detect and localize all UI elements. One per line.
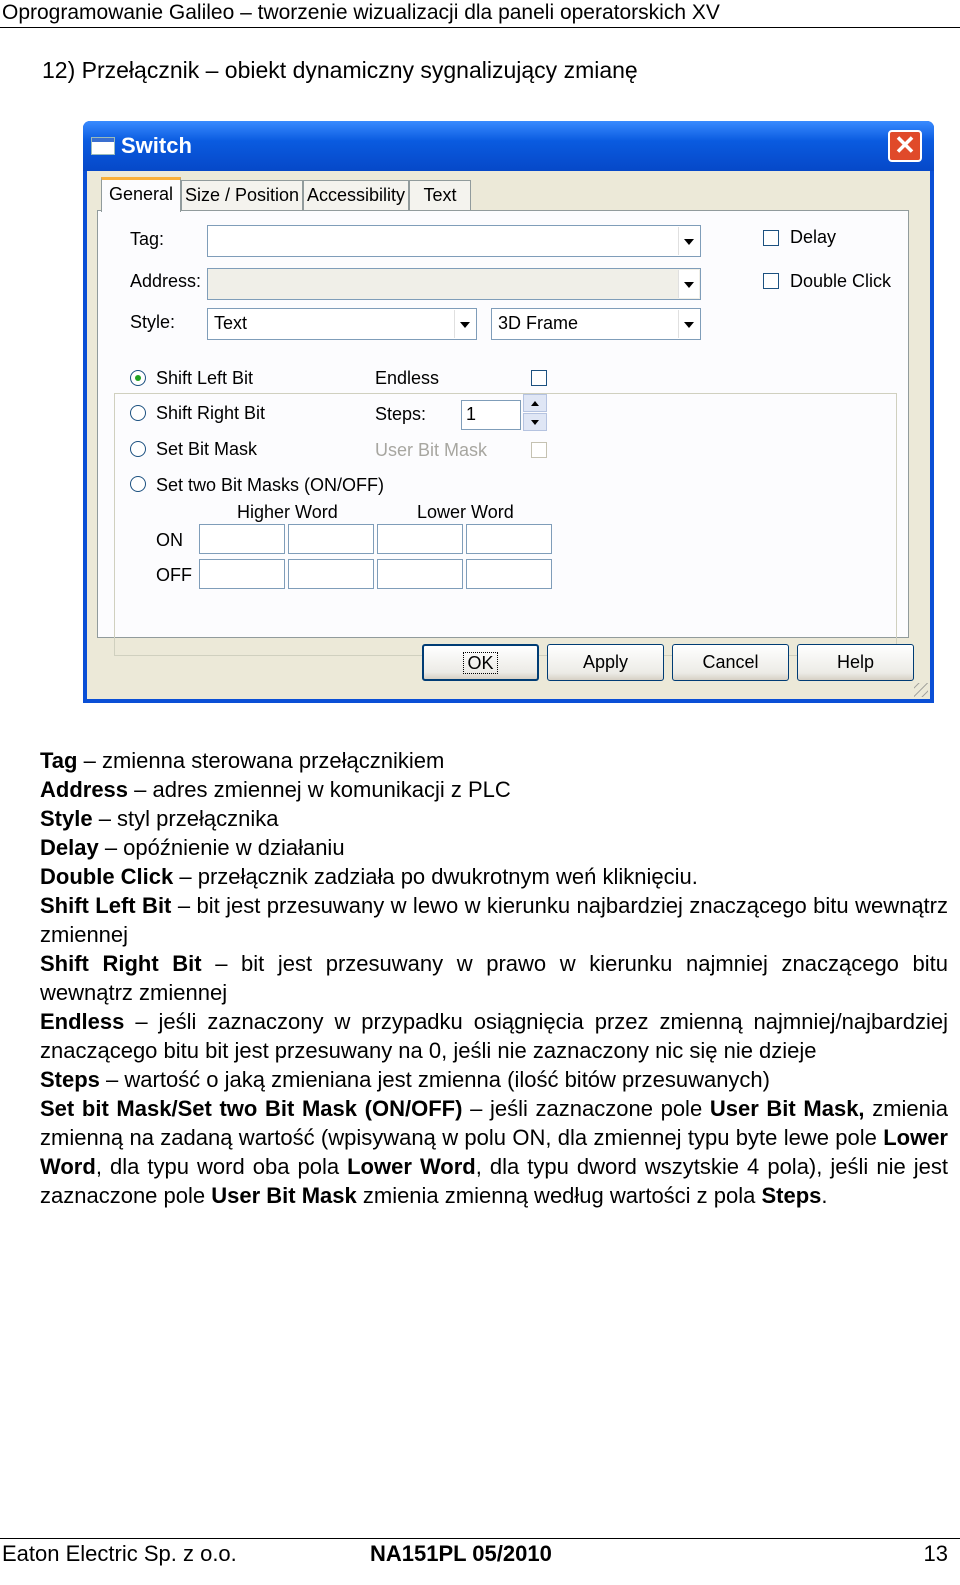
tab-accessibility[interactable]: Accessibility bbox=[303, 180, 409, 210]
endless-checkbox[interactable] bbox=[531, 370, 547, 386]
set-two-bit-masks-radio[interactable] bbox=[130, 476, 146, 492]
ok-button[interactable] bbox=[422, 644, 539, 681]
on-field-4[interactable] bbox=[466, 524, 552, 554]
section-title: 12) Przełącznik – obiekt dynamiczny sygnalizujący zmianę bbox=[42, 57, 638, 83]
desc-delay: Delay – opóźnienie w działaniu bbox=[40, 835, 345, 860]
help-button[interactable] bbox=[797, 644, 914, 681]
style-label: Style: bbox=[130, 312, 176, 332]
tag-combo[interactable] bbox=[207, 225, 701, 257]
chevron-down-icon[interactable] bbox=[678, 310, 699, 338]
set-two-bit-masks-label: Set two Bit Masks (ON/OFF) bbox=[156, 475, 385, 495]
apply-button[interactable] bbox=[547, 644, 664, 681]
cancel-label: Cancel bbox=[702, 652, 759, 672]
on-field-2[interactable] bbox=[288, 524, 374, 554]
footer-company: Eaton Electric Sp. z o.o. bbox=[2, 1541, 237, 1566]
user-bit-mask-label: User Bit Mask bbox=[375, 440, 488, 460]
chevron-down-icon[interactable] bbox=[454, 310, 475, 338]
double-click-label: Double Click bbox=[790, 271, 892, 291]
general-tab-panel bbox=[97, 210, 909, 638]
chevron-down-icon[interactable] bbox=[678, 227, 699, 255]
footer-page-number: 13 bbox=[923, 1541, 948, 1566]
desc-double-click: Double Click – przełącznik zadziała po dwukrotnym weń kliknięciu. bbox=[40, 864, 698, 889]
desc-tag: Tag – zmienna sterowana przełącznikiem bbox=[40, 748, 445, 773]
tab-size-position[interactable]: Size / Position bbox=[181, 180, 303, 210]
delay-label: Delay bbox=[790, 227, 837, 247]
desc-shift-right: Shift Right Bit – bit jest przesuwany w prawo w kierunku najmniej znaczącego bitu wewnątrz zmiennej bbox=[40, 951, 948, 1005]
on-field-1[interactable] bbox=[199, 524, 285, 554]
close-icon: ✕ bbox=[894, 130, 916, 160]
window-icon bbox=[91, 137, 115, 155]
steps-label: Steps: bbox=[375, 404, 427, 424]
header-text: Oprogramowanie Galileo – tworzenie wizualizacji dla paneli operatorskich XV bbox=[2, 1, 720, 24]
set-bit-mask-radio[interactable] bbox=[130, 441, 146, 457]
dialog-title: Switch bbox=[121, 133, 192, 158]
user-bit-mask-checkbox[interactable] bbox=[531, 442, 547, 458]
frame-value: 3D Frame bbox=[498, 313, 579, 333]
shift-right-label: Shift Right Bit bbox=[156, 403, 266, 423]
tab-text[interactable]: Text bbox=[409, 180, 471, 210]
dialog-client bbox=[87, 171, 930, 699]
close-button[interactable] bbox=[888, 130, 922, 162]
page-footer bbox=[0, 1538, 960, 1585]
steps-input[interactable] bbox=[461, 400, 521, 430]
endless-label: Endless bbox=[375, 368, 440, 388]
desc-bit-mask: Set bit Mask/Set two Bit Mask (ON/OFF) – jeśli zaznaczone pole User Bit Mask, zmienia zmienną na zadaną wartość (wpisywaną w polu ON, dla zmiennej typu byte lewe pole Lower Word, dla typu word oba pola Lower Word, dla typu dword wszytskie 4 pola), jeśli nie jest zaznaczone pole User Bit Mask zmienia zmienną według wartości z pola Steps. bbox=[40, 1096, 949, 1208]
style-combo[interactable] bbox=[207, 308, 477, 340]
tag-label: Tag: bbox=[130, 229, 165, 249]
higher-word-label: Higher Word bbox=[237, 502, 338, 522]
ok-label: OK bbox=[464, 653, 496, 673]
shift-left-radio[interactable] bbox=[130, 370, 146, 386]
shift-right-radio[interactable] bbox=[130, 405, 146, 421]
page-header bbox=[0, 0, 960, 28]
on-field-3[interactable] bbox=[377, 524, 463, 554]
style-value: Text bbox=[214, 313, 248, 333]
address-label: Address: bbox=[130, 271, 202, 291]
set-bit-mask-label: Set Bit Mask bbox=[156, 439, 258, 459]
lower-word-label: Lower Word bbox=[417, 502, 514, 522]
description-block bbox=[40, 746, 948, 1210]
help-label: Help bbox=[836, 652, 875, 672]
double-click-checkbox[interactable] bbox=[763, 273, 779, 289]
desc-steps: Steps – wartość o jaką zmieniana jest zmienna (ilość bitów przesuwanych) bbox=[40, 1067, 770, 1092]
desc-style: Style – styl przełącznika bbox=[40, 806, 279, 831]
tab-general[interactable]: General bbox=[101, 177, 181, 212]
desc-endless: Endless – jeśli zaznaczony w przypadku osiągnięcia przez zmienną najmniej/najbardziej znaczącego bitu bit jest przesuwany na 0, jeśli nie zaznaczony nic się nie dzieje bbox=[40, 1009, 948, 1063]
shift-left-label: Shift Left Bit bbox=[156, 368, 254, 388]
desc-address: Address – adres zmiennej w komunikacji z PLC bbox=[40, 777, 511, 802]
frame-combo[interactable] bbox=[491, 308, 701, 340]
delay-checkbox[interactable] bbox=[763, 230, 779, 246]
steps-spinner[interactable] bbox=[523, 394, 547, 432]
cancel-button[interactable] bbox=[672, 644, 789, 681]
resize-grip-icon[interactable] bbox=[914, 683, 928, 697]
off-field-2[interactable] bbox=[288, 559, 374, 589]
off-label: OFF bbox=[156, 565, 192, 585]
apply-label: Apply bbox=[582, 652, 629, 672]
off-field-3[interactable] bbox=[377, 559, 463, 589]
desc-shift-left: Shift Left Bit – bit jest przesuwany w lewo w kierunku najbardziej znaczącego bitu wewnątrz zmiennej bbox=[40, 893, 948, 947]
spin-down-icon[interactable] bbox=[523, 413, 547, 431]
off-field-1[interactable] bbox=[199, 559, 285, 589]
spin-up-icon[interactable] bbox=[523, 394, 547, 412]
footer-doc-id: NA151PL 05/2010 bbox=[370, 1541, 552, 1566]
on-label: ON bbox=[156, 530, 183, 550]
address-combo[interactable] bbox=[207, 268, 701, 300]
off-field-4[interactable] bbox=[466, 559, 552, 589]
steps-value: 1 bbox=[466, 404, 477, 424]
chevron-down-icon[interactable] bbox=[678, 270, 699, 298]
switch-dialog bbox=[83, 121, 934, 703]
dialog-titlebar[interactable] bbox=[83, 121, 934, 171]
